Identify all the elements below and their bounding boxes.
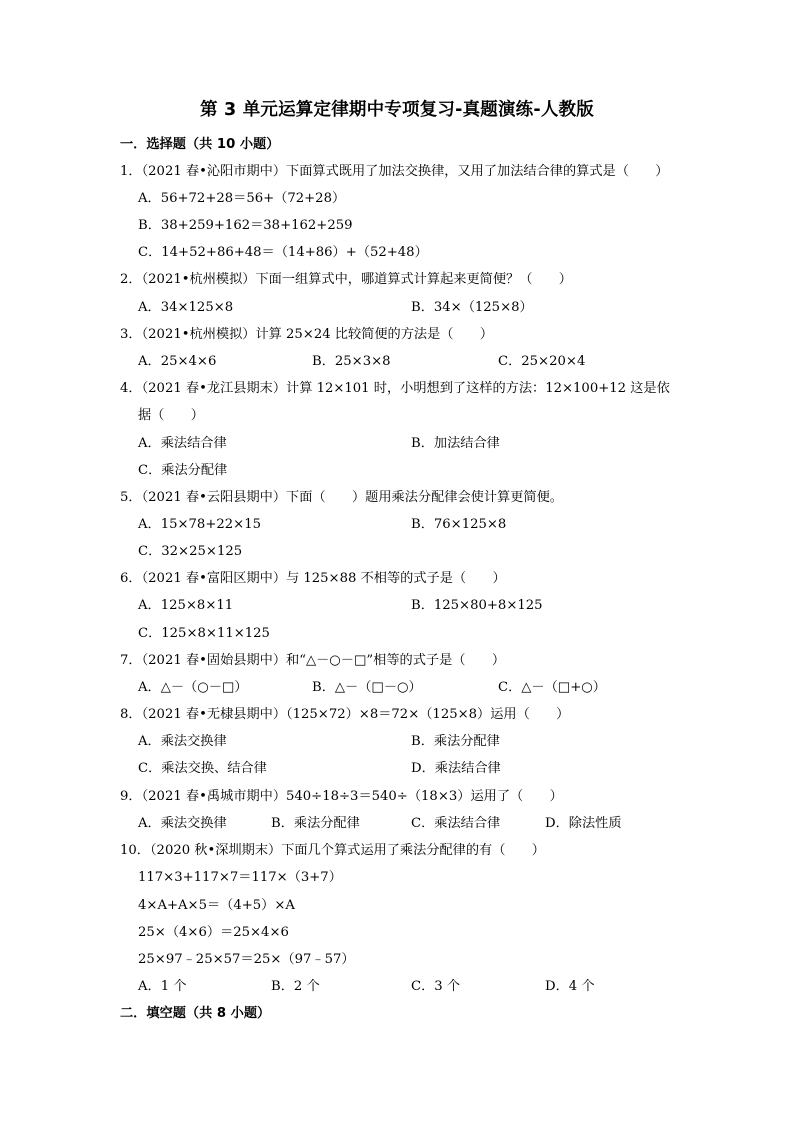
- question-9-option-a: A．乘法交换律: [138, 816, 227, 831]
- question-10-expression-1: 117×3+117×7＝117×（3+7）: [138, 870, 342, 885]
- question-2-stem: 2．（2021•杭州模拟）下面一组算式中，哪道算式计算起来更简便？（ ）: [120, 272, 572, 287]
- question-3-option-a: A．25×4×6: [138, 354, 217, 369]
- question-7-option-b: B．△－（□－○）: [312, 680, 422, 695]
- question-10-expression-4: 25×97﹣25×57＝25×（97﹣57）: [138, 952, 355, 967]
- question-9-option-b: B．乘法分配律: [271, 816, 360, 831]
- question-10-expression-3: 25×（4×6）＝25×4×6: [138, 925, 289, 940]
- question-10-option-d: D．4 个: [545, 979, 595, 994]
- question-8-option-b: B．乘法分配律: [411, 734, 500, 749]
- page-title: 第 3 单元运算定律期中专项复习-真题演练-人教版: [200, 100, 594, 120]
- question-1-option-a: A．56+72+28＝56+（72+28）: [138, 191, 346, 206]
- question-5-option-c: C．32×25×125: [138, 544, 243, 559]
- section-heading-choice: 一．选择题（共 10 小题）: [120, 137, 280, 152]
- question-4-option-b: B．加法结合律: [411, 436, 500, 451]
- question-10-option-b: B．2 个: [271, 979, 320, 994]
- question-8-option-c: C．乘法交换、结合律: [138, 761, 267, 776]
- question-10-expression-2: 4×A+A×5＝（4+5）×A: [138, 898, 295, 913]
- question-1-option-b: B．38+259+162＝38+162+259: [138, 218, 353, 233]
- question-5-option-b: B．76×125×8: [411, 517, 507, 532]
- question-10-stem: 10．（2020 秋•深圳期末）下面几个算式运用了乘法分配律的有（ ）: [120, 843, 545, 858]
- question-7-option-a: A．△－（○－□）: [138, 680, 248, 695]
- question-6-stem: 6．（2021 春•富阳区期中）与 125×88 不相等的式子是（ ）: [120, 571, 506, 586]
- question-4-option-c: C．乘法分配律: [138, 463, 228, 478]
- question-8-option-a: A．乘法交换律: [138, 734, 227, 749]
- question-2-option-b: B．34×（125×8）: [411, 300, 533, 315]
- question-6-option-c: C．125×8×11×125: [138, 626, 270, 641]
- question-7-option-c: C．△－（□+○）: [498, 680, 606, 695]
- question-8-option-d: D．乘法结合律: [411, 761, 501, 776]
- question-4-option-a: A．乘法结合律: [138, 436, 227, 451]
- question-2-option-a: A．34×125×8: [138, 300, 234, 315]
- question-4-stem-line-1: 4．（2021 春•龙江县期末）计算 12×101 时，小明想到了这样的方法：12×100+12 这是依: [120, 381, 670, 396]
- question-9-stem: 9．（2021 春•禹城市期中）540÷18÷3＝540÷（18×3）运用了（ ）: [120, 789, 563, 804]
- question-1-stem: 1．（2021 春•沁阳市期中）下面算式既用了加法交换律，又用了加法结合律的算式是（ ）: [120, 164, 669, 179]
- question-6-option-a: A．125×8×11: [138, 598, 234, 613]
- question-10-option-c: C．3 个: [411, 979, 461, 994]
- question-5-option-a: A．15×78+22×15: [138, 517, 261, 532]
- question-8-stem: 8．（2021 春•无棣县期中）（125×72）×8＝72×（125×8）运用（ ）: [120, 707, 570, 722]
- question-4-stem-line-2: 据（ ）: [138, 408, 204, 423]
- question-1-option-c: C．14+52+86+48＝（14+86）+（52+48）: [138, 245, 428, 260]
- question-5-stem: 5．（2021 春•云阳县期中）下面（ ）题用乘法分配律会使计算更简便。: [120, 490, 563, 505]
- question-3-option-c: C．25×20×4: [498, 354, 586, 369]
- section-heading-fill-in: 二．填空题（共 8 小题）: [120, 1006, 271, 1021]
- question-6-option-b: B．125×80+8×125: [411, 598, 543, 613]
- question-9-option-d: D．除法性质: [545, 816, 622, 831]
- question-7-stem: 7．（2021 春•固始县期中）和“△－○－□”相等的式子是（ ）: [120, 653, 506, 668]
- question-9-option-c: C．乘法结合律: [411, 816, 501, 831]
- question-10-option-a: A．1 个: [138, 979, 187, 994]
- question-3-stem: 3．（2021•杭州模拟）计算 25×24 比较简便的方法是（ ）: [120, 327, 494, 342]
- question-3-option-b: B．25×3×8: [312, 354, 391, 369]
